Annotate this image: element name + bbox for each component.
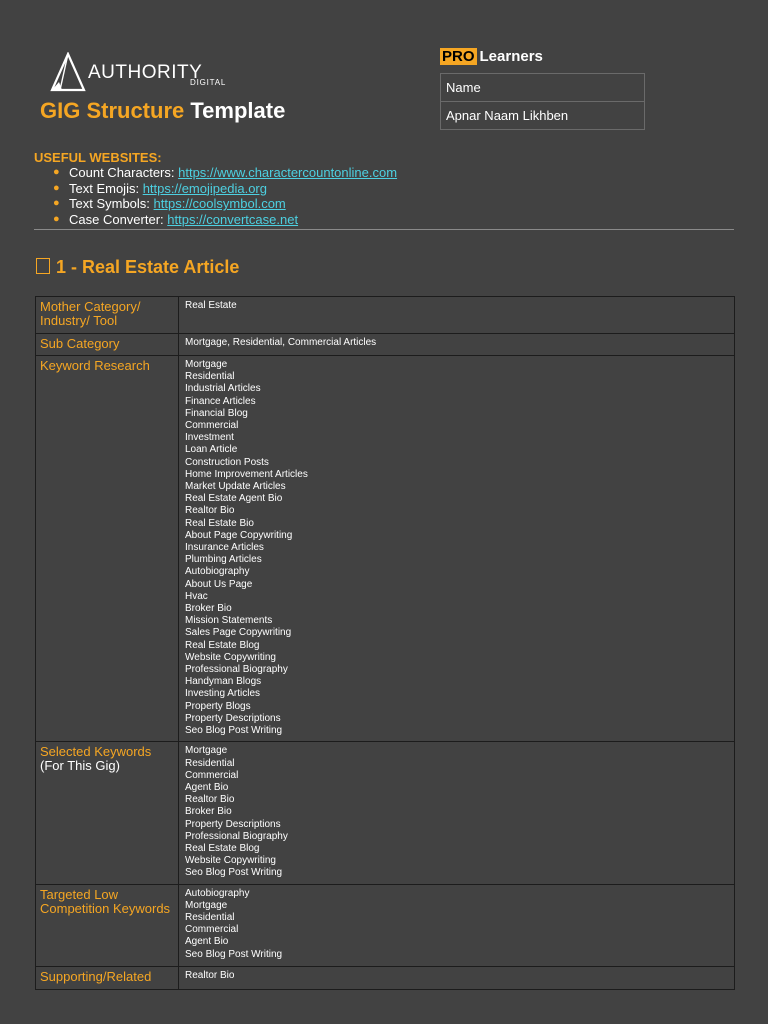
targeted-low-competition-value [179,884,735,966]
keyword-item: Property Descriptions [185,712,281,724]
keyword-item: Handyman Blogs [185,676,262,688]
selected-keywords-sublabel: (For This Gig) [40,758,120,774]
list-item [34,181,744,197]
bullet-icon: ● [53,181,60,194]
table-row [36,966,735,989]
supporting-related-label: Supporting/Related [36,966,179,989]
keyword-item: Finance Articles [185,395,256,407]
website-label: Text Symbols: [69,196,154,212]
keyword-item: Realtor Bio [185,505,235,517]
website-label: Count Characters: [69,165,179,180]
divider [34,229,734,230]
keyword-item: About Page Copywriting [185,529,293,541]
keyword-item: Website Copywriting [185,651,276,663]
keyword-item: Agent Bio [185,936,229,948]
table-row [36,742,735,884]
pro-table [440,73,645,130]
keyword-item: Plumbing Articles [185,554,262,566]
table-row [36,334,735,356]
list-item [34,212,744,228]
sub-category-label: Sub Category [36,334,179,356]
keyword-item: Property Descriptions [185,818,281,830]
keyword-item: Hvac [185,590,208,602]
keyword-item: Professional Biography [185,664,288,676]
keyword-item: Residential [185,371,235,383]
keyword-item: Residential [185,911,235,923]
section-heading-text: 1 - Real Estate Article [56,257,240,277]
selected-keywords-title: Selected Keywords [40,744,152,760]
mother-category-value: Real Estate [179,297,735,334]
keyword-item: Mortgage [185,359,228,370]
keyword-item: Financial Blog [185,407,248,419]
title-rest: Template [190,98,286,123]
pro-learners-box [440,46,645,130]
authority-digital-logo [46,52,227,94]
sub-category-value: Mortgage, Residential, Commercial Articles [179,334,735,356]
logo-name: AUTHORITY [88,62,203,83]
useful-websites [34,150,744,227]
list-item [34,165,744,181]
keyword-item: Mortgage [185,745,228,757]
page-title [40,98,285,124]
keyword-item: Property Blogs [185,700,251,712]
keyword-item: Investment [185,432,234,444]
supporting-related-value [179,966,735,989]
keyword-research-value [179,356,735,742]
keyword-item: Commercial [185,769,239,781]
table-row [36,297,735,334]
keyword-item: Home Improvement Articles [185,468,308,480]
title-accent: GIG Structure [40,98,185,123]
section-heading [36,257,239,278]
selected-keywords-value [179,742,735,884]
website-link[interactable]: https://convertcase.net [167,211,299,227]
useful-websites-list [34,165,744,227]
keyword-research-label: Keyword Research [36,356,179,742]
targeted-low-competition-label: Targeted Low Competition Keywords [36,884,179,966]
keyword-item: Residential [185,757,235,769]
keyword-item: Mortgage [185,899,228,911]
bullet-icon: ● [53,166,60,178]
keyword-item: Realtor Bio [185,969,235,981]
keyword-item: Loan Article [185,444,238,456]
triangle-logo-icon [46,52,86,94]
bullet-icon: ● [53,197,60,210]
pro-heading [440,46,645,68]
pro-badge: PRO [442,48,475,65]
keyword-item: Commercial [185,420,239,432]
keyword-item: About Us Page [185,578,253,590]
gig-structure-table [35,296,735,990]
keyword-item: Autobiography [185,887,250,899]
keyword-item: Real Estate Agent Bio [185,493,283,505]
keyword-item: Market Update Articles [185,481,286,493]
mother-category-label: Mother Category/ Industry/ Tool [36,297,179,334]
keyword-item: Broker Bio [185,806,232,818]
website-label: Text Emojis: [69,180,143,196]
keyword-item: Insurance Articles [185,542,264,554]
website-link[interactable]: https://www.charactercountonline.com [178,165,398,180]
keyword-item: Seo Blog Post Writing [185,725,283,737]
missing-glyph-icon [36,258,50,274]
name-value-cell: Apnar Naam Likhben [441,102,645,130]
website-link[interactable]: https://coolsymbol.com [153,196,286,212]
keyword-item: Seo Blog Post Writing [185,867,283,879]
pro-word: Learners [479,48,543,65]
list-item [34,196,744,212]
website-label: Case Converter: [69,211,168,227]
keyword-item: Sales Page Copywriting [185,627,292,639]
name-label-cell: Name [441,74,645,102]
keyword-item: Seo Blog Post Writing [185,948,283,960]
keyword-item: Commercial [185,924,239,936]
keyword-item: Professional Biography [185,830,288,842]
selected-keywords-label [36,742,179,884]
bullet-icon: ● [53,212,60,225]
keyword-item: Construction Posts [185,456,269,468]
logo-subtitle: DIGITAL [190,78,227,87]
table-row [36,356,735,742]
keyword-item: Real Estate Bio [185,517,254,529]
keyword-item: Agent Bio [185,781,229,793]
useful-websites-title: USEFUL WEBSITES: [34,150,162,165]
keyword-item: Real Estate Blog [185,639,260,651]
keyword-item: Investing Articles [185,688,261,700]
keyword-item: Industrial Articles [185,383,261,395]
keyword-item: Website Copywriting [185,855,276,867]
website-link[interactable]: https://emojipedia.org [142,180,267,196]
keyword-item: Real Estate Blog [185,842,260,854]
keyword-item: Autobiography [185,566,250,578]
keyword-item: Broker Bio [185,603,232,615]
table-row [36,884,735,966]
keyword-item: Mission Statements [185,615,273,627]
keyword-item: Realtor Bio [185,794,235,806]
